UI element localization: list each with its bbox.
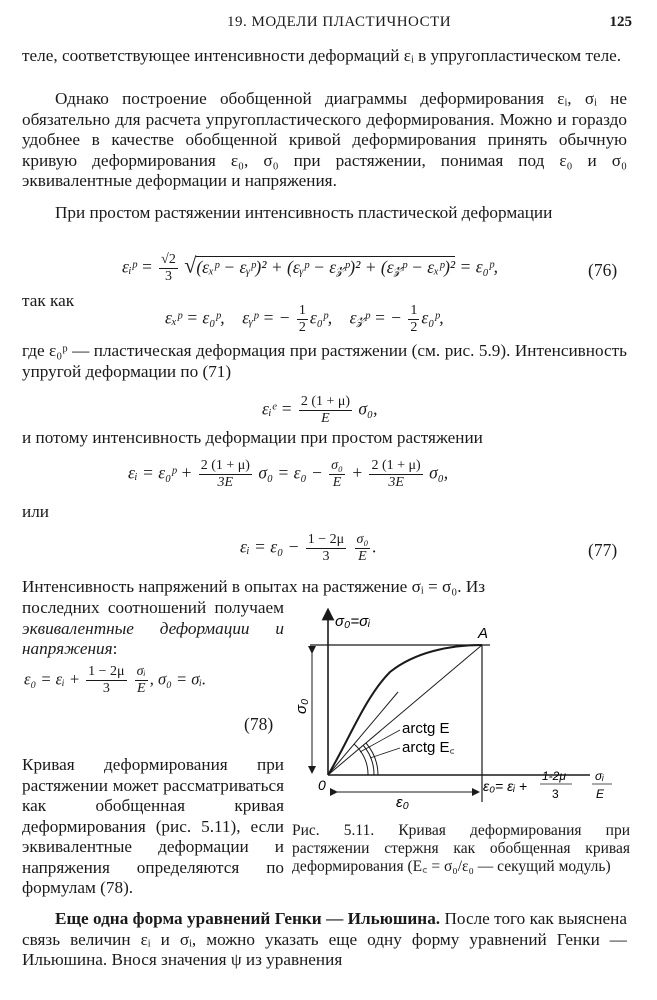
eq76-radicand: (εₓᵖ − εᵧᵖ)² + (εᵧᵖ − ε𝓏ᵖ)² + (ε𝓏ᵖ − εₓᵖ)²	[196, 256, 456, 277]
x-frac-den-2: E	[596, 787, 605, 801]
equation-since	[165, 303, 444, 336]
leader-arctg-ec	[370, 748, 400, 758]
point-a-label: A	[478, 625, 489, 642]
eq78-a: ε₀ = εᵢ +	[24, 669, 80, 689]
eq77-den-2: E	[358, 549, 367, 564]
eps0-label: ε₀	[396, 794, 409, 811]
eq-simple-num-3: 2 (1 + μ)	[371, 458, 421, 473]
paragraph-8-line-1: Интенсивность напряжений в опытах на растяжение σᵢ = σ₀. Из	[22, 577, 486, 596]
section-title: 19. МОДЕЛИ ПЛАСТИЧНОСТИ	[227, 14, 452, 30]
paragraph-2: Однако построение обобщенной диаграммы деформирования εᵢ, σᵢ не обязательно для расчета упругопластического деформирования. Можно и гораздо удобнее в качестве обобщенной кривой деформирования принять обычную кривую деформирования ε₀, σ₀ при растяжении, понимая под ε₀ и σ₀ эквивалентные деформации и напряжения.	[22, 89, 627, 190]
eq78-number: (78)	[244, 714, 274, 734]
paragraph-8-rest	[22, 598, 284, 660]
radical-sign: √	[184, 252, 197, 278]
eq77-num-2: σ₀	[356, 532, 369, 547]
eq77-frac-2	[355, 532, 371, 565]
eq78-den-1: 3	[102, 681, 110, 696]
eq-since-b: εᵧᵖ = −	[242, 307, 291, 328]
eq-simple-num-1: 2 (1 + μ)	[200, 458, 250, 473]
eq-simple-frac-2	[329, 458, 345, 491]
p8-colon: :	[112, 639, 118, 658]
arctg-ec-label: arctg E꜀	[402, 739, 455, 756]
eq77-den-1: 3	[322, 549, 330, 564]
eq-simple-c: +	[351, 462, 364, 483]
equation-77	[240, 532, 377, 565]
figure-caption: Рис. 5.11. Кривая деформирования при растяжении стержня как обобщенная кривая деформирования (E꜀ = σ₀/ε₀ — секущий модуль)	[292, 822, 630, 875]
paragraph-1: теле, соответствующее интенсивности деформаций εᵢ в упругопластическом теле.	[22, 46, 622, 65]
half-num-1: 1	[298, 303, 306, 318]
p10-text: После того как выяснена связь величин εᵢ и σᵢ, можно указать еще одну форму уравнений Генки — Ильюшина. Внося значения ψ из уравнения	[22, 909, 627, 969]
eq-simple-frac-1	[199, 458, 252, 491]
equation-78	[24, 664, 206, 697]
eq-simple-a: εᵢ = ε₀ᵖ +	[128, 462, 193, 483]
eq71-num: 2 (1 + μ)	[300, 394, 351, 409]
eq-simple-den-3: 3E	[388, 475, 404, 490]
eq71-lhs: εᵢᵉ =	[262, 398, 293, 419]
eq77-end: .	[372, 536, 377, 557]
eq76-num: √2	[161, 252, 176, 267]
eq-since-e: ε₀ᵖ,	[421, 307, 444, 328]
arctg-e-label: arctg E	[402, 720, 450, 737]
x-frac-den-1: 3	[552, 787, 559, 801]
eq76-lhs: εᵢᵖ =	[122, 256, 153, 277]
x-frac-num-2: σᵢ	[595, 769, 604, 783]
eq78-frac-2	[135, 664, 148, 697]
eq-simple-b: σ₀ = ε₀ −	[258, 462, 323, 483]
paragraph-10	[22, 909, 627, 971]
eq-since-d: ε𝓏ᵖ = −	[349, 307, 402, 328]
half-fraction-2	[408, 303, 419, 336]
sigma0-label: σ₀	[293, 698, 310, 714]
origin-label: 0	[318, 777, 326, 793]
eq-simple-den-1: 3E	[217, 475, 234, 490]
eq76-den: 3	[165, 269, 173, 284]
paragraph-since: так как	[22, 291, 75, 310]
eq-simple-d: σ₀,	[429, 462, 449, 483]
eq71-den: E	[321, 411, 330, 426]
paragraph-or: или	[22, 502, 49, 521]
y-axis-label: σ₀=σᵢ	[335, 613, 371, 630]
eq76-rhs: = ε₀ᵖ,	[459, 256, 499, 277]
half-den-2: 2	[410, 320, 418, 335]
paragraph-6: и потому интенсивность деформации при простом растяжении	[22, 428, 483, 447]
x-frac-num-1: 1-2μ	[542, 769, 566, 783]
eq77-number: (77)	[588, 540, 618, 560]
p8-text: последних соотношений получаем	[22, 598, 284, 617]
eq-simple-den-2: E	[332, 475, 342, 490]
p8-emphasis: эквивалентные деформации и напряжения	[22, 618, 284, 658]
eq77-a: εᵢ = ε₀ −	[240, 536, 300, 557]
eq78-b: , σ₀ = σᵢ.	[149, 669, 207, 689]
eq-since-a: εₓᵖ = ε₀ᵖ,	[165, 307, 225, 328]
leader-arctg-e	[360, 730, 400, 752]
eq-simple-frac-3	[369, 458, 422, 491]
eq78-frac-1	[86, 664, 126, 697]
equation-76	[122, 252, 498, 285]
eq77-num-1: 1 − 2μ	[307, 532, 345, 547]
paragraph-9: Кривая деформирования при растяжении может рассматриваться как обобщенная кривая деформирования (рис. 5.11), если эквивалентные деформации и напряжения определяются по формулам (78).	[22, 755, 284, 897]
figure-5-11	[290, 602, 635, 812]
page-number: 125	[609, 14, 632, 30]
half-fraction-1	[297, 303, 308, 336]
eq77-frac-1	[306, 532, 346, 565]
eq78-den-2: E	[136, 681, 146, 696]
eq78-num-1: 1 − 2μ	[88, 664, 125, 679]
equation-simple-tension	[128, 458, 448, 491]
half-num-2: 1	[410, 303, 418, 318]
tangent-line	[328, 692, 398, 775]
eq71-rhs: σ₀,	[358, 398, 378, 419]
eq78-num-2: σᵢ	[136, 664, 146, 679]
paragraph-3: При простом растяжении интенсивность пластической деформации	[55, 203, 553, 222]
p10-heading: Еще одна форма уравнений Генки — Ильюшина.	[55, 909, 441, 928]
eq76-number: (76)	[588, 260, 618, 280]
eq-simple-num-2: σ₀	[331, 458, 343, 473]
x-axis-label: ε₀= εᵢ +	[483, 778, 528, 794]
paragraph-5: где ε₀ᵖ — пластическая деформация при растяжении (см. рис. 5.9). Интенсивность упругой деформации по (71)	[22, 341, 627, 381]
half-den-1: 2	[298, 320, 306, 335]
eq76-fraction	[159, 252, 178, 285]
eq-since-c: ε₀ᵖ,	[309, 307, 333, 328]
running-header	[22, 14, 632, 36]
eq71-fraction	[299, 394, 352, 427]
equation-elastic	[262, 394, 378, 427]
